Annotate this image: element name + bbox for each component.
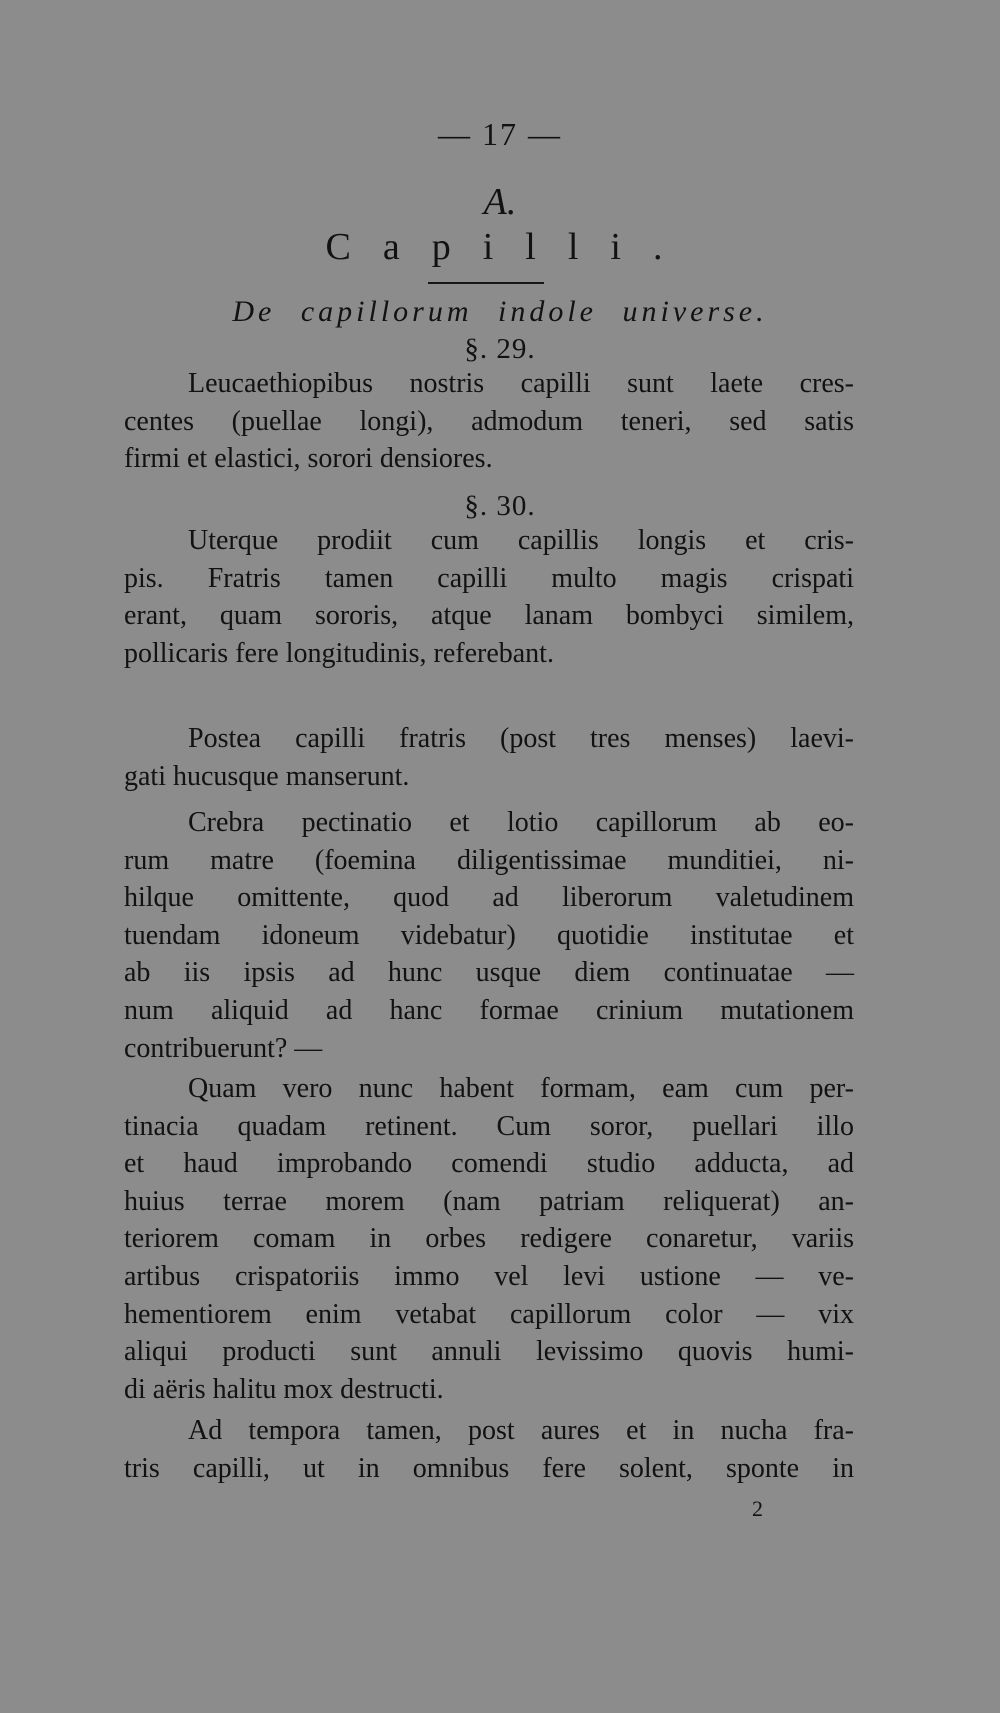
text-line: num aliquid ad hanc formae crinium mutationem <box>124 994 854 1026</box>
text-line: aliqui producti sunt annuli levissimo quovis humi- <box>124 1336 854 1368</box>
text-line: gati hucusque manserunt. <box>124 760 410 792</box>
section-title: Capilli. <box>325 226 695 268</box>
text-line: teriorem comam in orbes redigere conaretur, variis <box>124 1223 854 1255</box>
paragraph-number: §. 29. <box>464 333 536 365</box>
title-rule <box>428 282 544 284</box>
text-line: ab iis ipsis ad hunc usque diem continuatae — <box>124 957 854 989</box>
paragraph-30 <box>124 522 854 672</box>
text-line: artibus crispatoriis immo vel levi ustione — ve- <box>124 1260 854 1292</box>
text-line: firmi et elastici, sorori densiores. <box>124 443 493 475</box>
paragraph-quam <box>124 1070 854 1408</box>
text-line: pollicaris fere longitudinis, referebant. <box>124 637 554 669</box>
section-letter: A. <box>483 181 517 223</box>
text-line: tris capilli, ut in omnibus fere solent, sponte in <box>124 1452 854 1484</box>
text-line: Postea capilli fratris (post tres menses) laevi- <box>188 723 854 754</box>
text-line: tuendam idoneum videbatur) quotidie institutae et <box>124 919 854 951</box>
paragraph-ad-tempora <box>124 1412 854 1487</box>
text-line: Leucaethiopibus nostris capilli sunt laete cres- <box>188 368 854 399</box>
text-line: huius terrae morem (nam patriam reliquerat) an- <box>124 1185 854 1217</box>
text-line: hementiorem enim vetabat capillorum color — vix <box>124 1298 854 1330</box>
text-line: erant, quam sororis, atque lanam bombyci similem, <box>124 600 854 632</box>
paragraph-29 <box>124 365 854 478</box>
signature-mark: 2 <box>752 1496 763 1521</box>
text-line: Ad tempora tamen, post aures et in nucha fra- <box>188 1415 854 1446</box>
paragraph-crebra <box>124 804 854 1067</box>
paragraph-postea <box>124 720 854 795</box>
text-line: rum matre (foemina diligentissimae munditiei, ni- <box>124 844 854 876</box>
text-line: hilque omittente, quod ad liberorum valetudinem <box>124 882 854 914</box>
text-line: et haud improbando comendi studio adducta, ad <box>124 1148 854 1180</box>
text-line: Uterque prodiit cum capillis longis et cris- <box>188 525 854 556</box>
text-line: pis. Fratris tamen capilli multo magis crispati <box>124 562 854 594</box>
section-subtitle: De capillorum indole universe. <box>232 295 768 328</box>
page-number: — 17 — <box>438 116 562 152</box>
text-line: di aëris halitu mox destructi. <box>124 1373 444 1405</box>
text-line: Quam vero nunc habent formam, eam cum per- <box>188 1073 854 1104</box>
text-line: centes (puellae longi), admodum teneri, sed satis <box>124 405 854 437</box>
text-line: contribuerunt? — <box>124 1032 323 1064</box>
paragraph-number: §. 30. <box>464 490 536 522</box>
text-line: tinacia quadam retinent. Cum soror, puellari illo <box>124 1110 854 1142</box>
text-line: Crebra pectinatio et lotio capillorum ab eo- <box>188 807 854 838</box>
